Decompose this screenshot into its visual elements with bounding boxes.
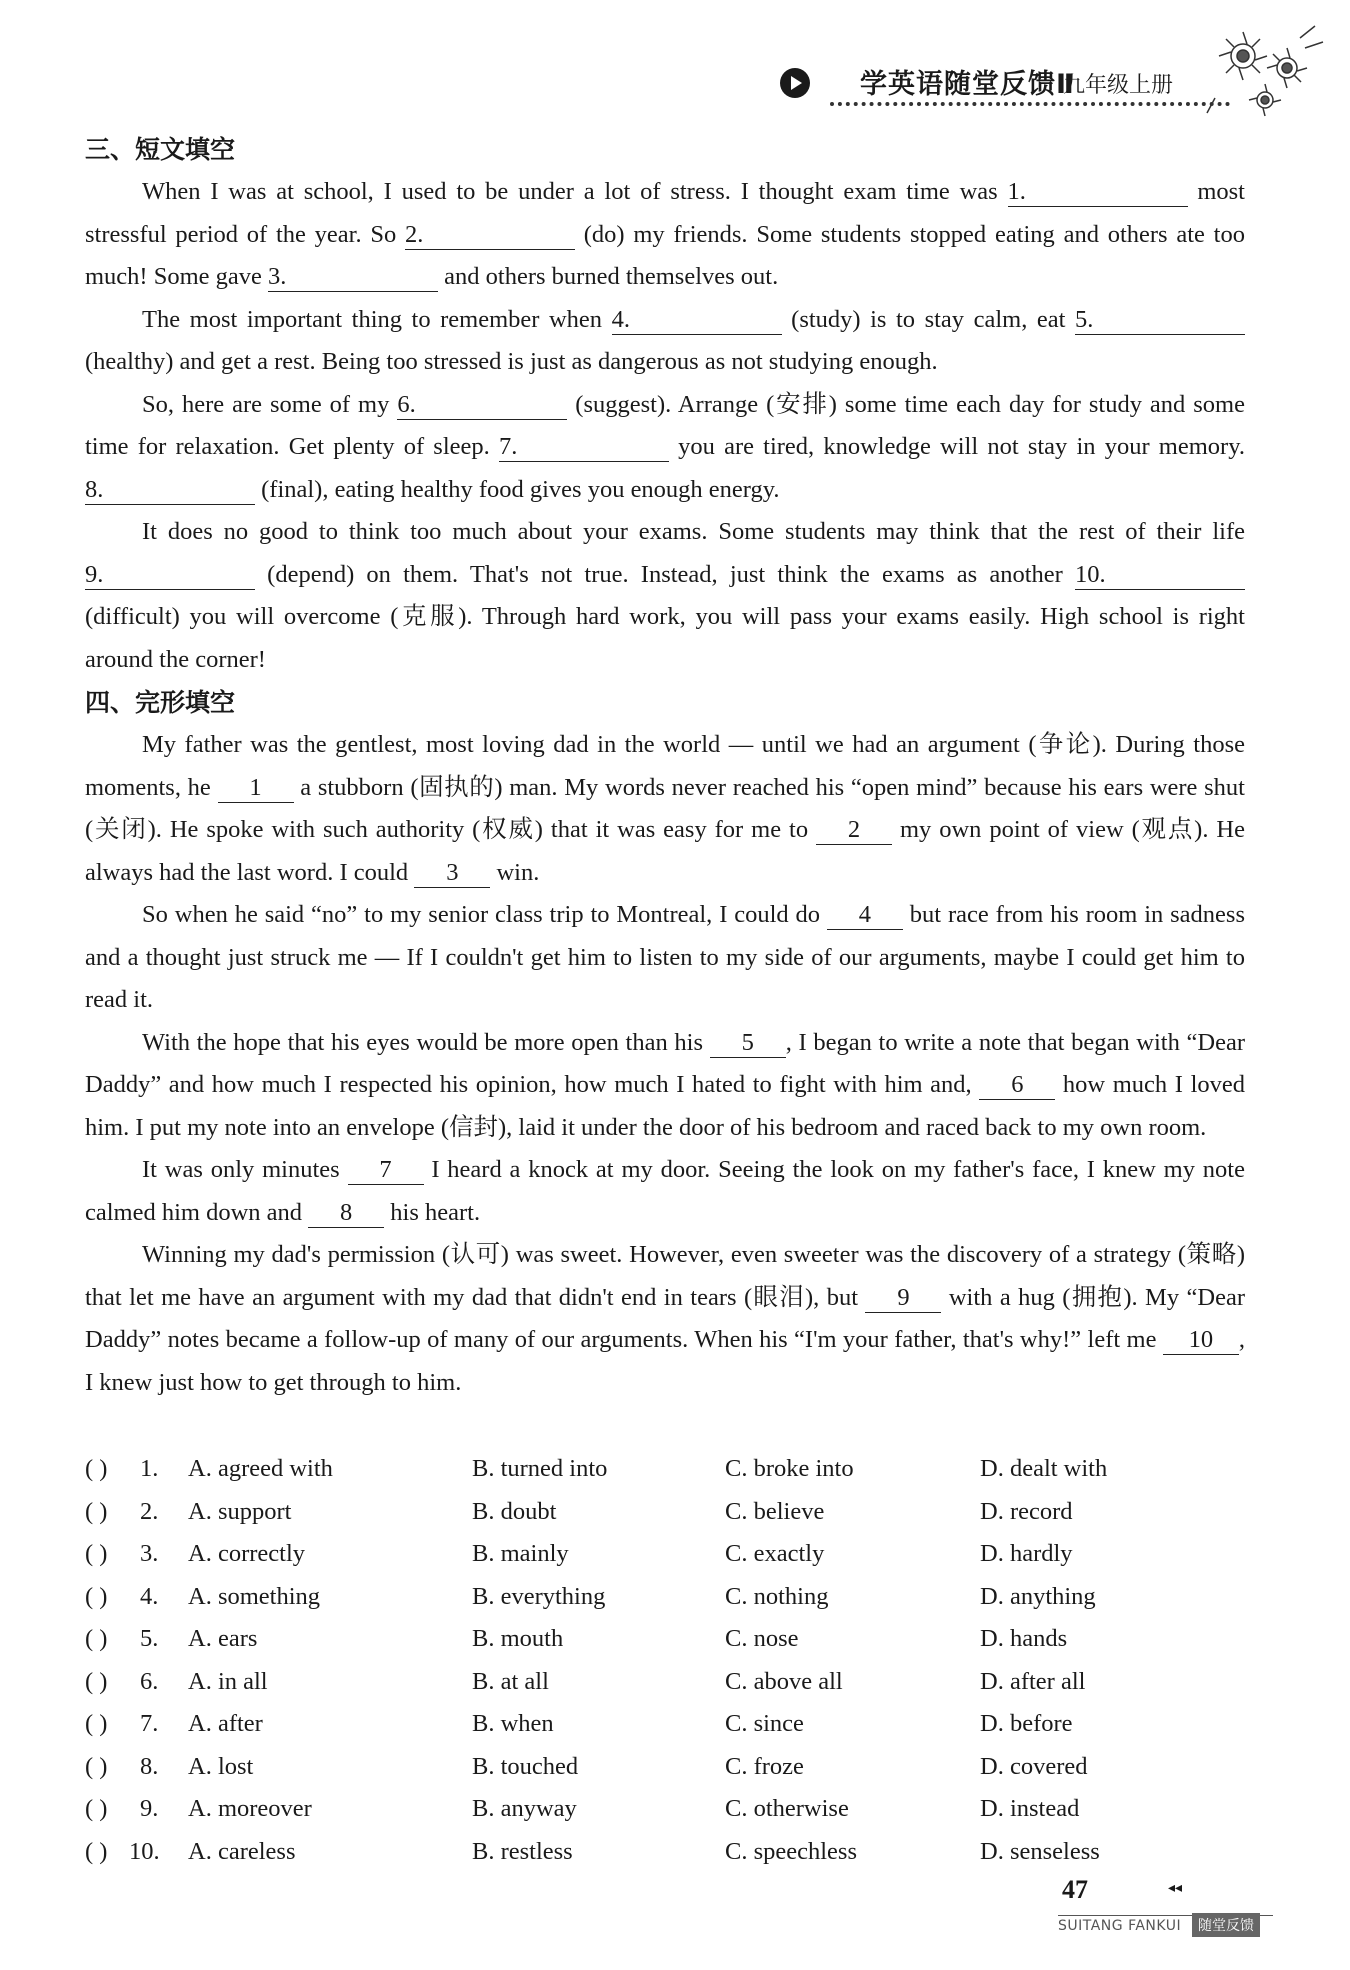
answer-bracket[interactable]: ( ) — [85, 1540, 108, 1567]
option-d: D. dealt with — [980, 1455, 1108, 1482]
section-3-passage — [85, 171, 1245, 681]
play-icon — [780, 68, 810, 98]
option-a: A. ears — [188, 1625, 258, 1652]
answer-blank[interactable]: 8 — [308, 1199, 384, 1228]
option-a: A. in all — [188, 1667, 268, 1695]
option-a: A. after — [188, 1710, 263, 1737]
option-c: C. since — [725, 1710, 804, 1737]
option-d: D. before — [980, 1710, 1073, 1737]
option-c: C. believe — [725, 1497, 825, 1525]
answer-blank[interactable]: 2 — [816, 816, 892, 845]
option-row: ( ) 2. A. support B. doubt C. believe D. record — [85, 1491, 1245, 1534]
answer-bracket[interactable]: ( ) — [85, 1582, 108, 1610]
option-a: A. moreover — [188, 1795, 312, 1822]
option-d: D. instead — [980, 1795, 1080, 1822]
option-row: ( ) 6. A. in all B. at all C. above all D. after all — [85, 1661, 1245, 1704]
cloze-options — [85, 1448, 1245, 1873]
answer-blank[interactable]: 4. — [612, 306, 782, 335]
answer-bracket[interactable]: ( ) — [85, 1455, 108, 1482]
option-b: B. at all — [472, 1667, 549, 1695]
paragraph: The most important thing to remember when 4. (study) is to stay calm, eat 5. (healthy) and get a rest. Being too stressed is just as dangerous as not studying enough. — [85, 299, 1245, 384]
option-row: ( ) 8. A. lost B. touched C. froze D. covered — [85, 1746, 1245, 1789]
answer-bracket[interactable]: ( ) — [85, 1837, 108, 1865]
page-number: 47 — [1062, 1875, 1088, 1904]
answer-bracket[interactable]: ( ) — [85, 1710, 108, 1737]
option-c: C. nose — [725, 1625, 799, 1652]
paragraph: It does no good to think too much about your exams. Some students may think that the rest of their life 9. (depend) on them. That's not true. Instead, just think the exams as another 10. (difficult) you will overcome (克服). Through hard work, you will pass your exams easily. High school is right around the corner! — [85, 518, 1245, 673]
answer-blank[interactable]: 1. — [1008, 178, 1188, 207]
option-d: D. hands — [980, 1625, 1068, 1652]
paragraph: When I was at school, I used to be under a lot of stress. I thought exam time was 1. most stressful period of the year. So 2. (do) my friends. Some students stopped eating and others ate too much! Some gave 3. and others burned themselves out. — [85, 178, 1245, 290]
answer-blank[interactable]: 5 — [710, 1029, 786, 1058]
option-row: ( ) 4. A. something B. everything C. nothing D. anything — [85, 1576, 1245, 1619]
grade-label: 九年级上册 — [1063, 73, 1174, 98]
option-a: A. careless — [188, 1837, 296, 1865]
option-a: A. correctly — [188, 1540, 305, 1567]
option-c: C. above all — [725, 1667, 843, 1695]
option-row: ( ) 1. A. agreed with B. turned into C. broke into D. dealt with — [85, 1448, 1245, 1491]
answer-bracket[interactable]: ( ) — [85, 1497, 108, 1525]
paragraph: So when he said “no” to my senior class trip to Montreal, I could do 4 but race from his room in sadness and a thought just struck me — If I couldn't get him to listen to my side of our arguments, maybe I could get him to read it. — [85, 901, 1245, 1013]
paragraph: It was only minutes 7 I heard a knock at my door. Seeing the look on my father's face, I knew my note calmed him down and 8 his heart. — [85, 1156, 1245, 1226]
option-b: B. anyway — [472, 1795, 577, 1822]
answer-bracket[interactable]: ( ) — [85, 1667, 108, 1695]
option-d: D. covered — [980, 1752, 1088, 1780]
option-b: B. turned into — [472, 1455, 608, 1482]
section-4-passage — [85, 724, 1245, 1404]
answer-bracket[interactable]: ( ) — [85, 1625, 108, 1652]
answer-bracket[interactable]: ( ) — [85, 1795, 108, 1822]
answer-blank[interactable]: 6 — [979, 1071, 1055, 1100]
option-b: B. restless — [472, 1837, 573, 1865]
option-c: C. nothing — [725, 1582, 829, 1610]
option-a: A. something — [188, 1582, 321, 1610]
option-a: A. lost — [188, 1752, 254, 1780]
option-row: ( ) 10. A. careless B. restless C. speechless D. senseless — [85, 1831, 1245, 1874]
option-b: B. mainly — [472, 1540, 569, 1567]
option-d: D. record — [980, 1497, 1073, 1525]
answer-blank[interactable]: 2. — [405, 221, 575, 250]
option-c: C. exactly — [725, 1540, 825, 1567]
option-a: A. agreed with — [188, 1455, 333, 1482]
answer-blank[interactable]: 6. — [397, 391, 567, 420]
section-3-title: 三、短文填空 — [85, 135, 236, 164]
option-d: D. after all — [980, 1667, 1086, 1695]
answer-bracket[interactable]: ( ) — [85, 1752, 108, 1780]
option-row: ( ) 7. A. after B. when C. since D. before — [85, 1703, 1245, 1746]
option-d: D. senseless — [980, 1837, 1100, 1865]
option-b: B. when — [472, 1710, 554, 1737]
paragraph: With the hope that his eyes would be more open than his 5 , I began to write a note that began with “Dear Daddy” and how much I respected his opinion, how much I hated to fight with him and, 6 how much I loved him. I put my note into an envelope (信封), laid it under the door of his bedroom and raced back to my own room. — [85, 1028, 1246, 1141]
answer-blank[interactable]: 7 — [348, 1156, 424, 1185]
option-b: B. everything — [472, 1582, 606, 1610]
paragraph: My father was the gentlest, most loving dad in the world — until we had an argument (争论). During those moments, he 1 a stubborn (固执的) man. My words never reached his “open mind” because his ears were shut (关闭). He spoke with such authority (权威) that it was easy for me to 2 my own point of view (观点). He always had the last word. I could 3 win. — [85, 731, 1245, 886]
answer-blank[interactable]: 3. — [268, 263, 438, 292]
answer-blank[interactable]: 8. — [85, 476, 255, 505]
answer-blank[interactable]: 10. — [1075, 561, 1245, 590]
option-d: D. hardly — [980, 1540, 1073, 1567]
option-row: ( ) 9. A. moreover B. anyway C. otherwise D. instead — [85, 1788, 1245, 1831]
option-row: ( ) 5. A. ears B. mouth C. nose D. hands — [85, 1618, 1245, 1661]
option-c: C. froze — [725, 1752, 804, 1780]
section-4-title: 四、完形填空 — [85, 688, 236, 717]
option-b: B. touched — [472, 1752, 579, 1780]
answer-blank[interactable]: 7. — [499, 433, 669, 462]
paragraph: So, here are some of my 6. (suggest). Arrange (安排) some time each day for study and some time for relaxation. Get plenty of sleep. 7. you are tired, knowledge will not stay in your memory. 8. (final), eating healthy food gives you enough energy. — [85, 390, 1245, 503]
answer-blank[interactable]: 9 — [865, 1284, 941, 1313]
option-c: C. broke into — [725, 1455, 854, 1482]
sunflower-decoration-icon — [1205, 18, 1325, 128]
option-a: A. support — [188, 1497, 292, 1525]
option-row: ( ) 3. A. correctly B. mainly C. exactly D. hardly — [85, 1533, 1245, 1576]
option-c: C. otherwise — [725, 1795, 849, 1822]
footer-brand-badge: 随堂反馈 — [1192, 1913, 1260, 1937]
option-b: B. mouth — [472, 1625, 564, 1652]
answer-blank[interactable]: 10 — [1163, 1326, 1239, 1355]
book-title: 学英语随堂反馈Ⅱ — [860, 69, 1075, 100]
answer-blank[interactable]: 1 — [218, 774, 294, 803]
answer-blank[interactable]: 9. — [85, 561, 255, 590]
answer-blank[interactable]: 4 — [827, 901, 903, 930]
option-c: C. speechless — [725, 1837, 857, 1865]
footer-brand-en: SUITANG FANKUI — [1058, 1918, 1182, 1934]
answer-blank[interactable]: 5. — [1075, 306, 1245, 335]
paragraph: Winning my dad's permission (认可) was sweet. However, even sweeter was the discovery of a strategy (策略) that let me have an argument with my dad that didn't end in tears (眼泪), but 9 with a hug (拥抱). My “Dear Daddy” notes became a follow-up of many of our arguments. When his “I'm your father, that's why!” left me 10 , I knew just how to get through to him. — [85, 1241, 1245, 1396]
header-dotted-rule — [830, 102, 1230, 106]
option-b: B. doubt — [472, 1497, 557, 1525]
page-header — [780, 58, 1250, 108]
option-d: D. anything — [980, 1582, 1096, 1610]
answer-blank[interactable]: 3 — [414, 859, 490, 888]
back-arrows-icon: ◂◂ — [1168, 1881, 1183, 1896]
